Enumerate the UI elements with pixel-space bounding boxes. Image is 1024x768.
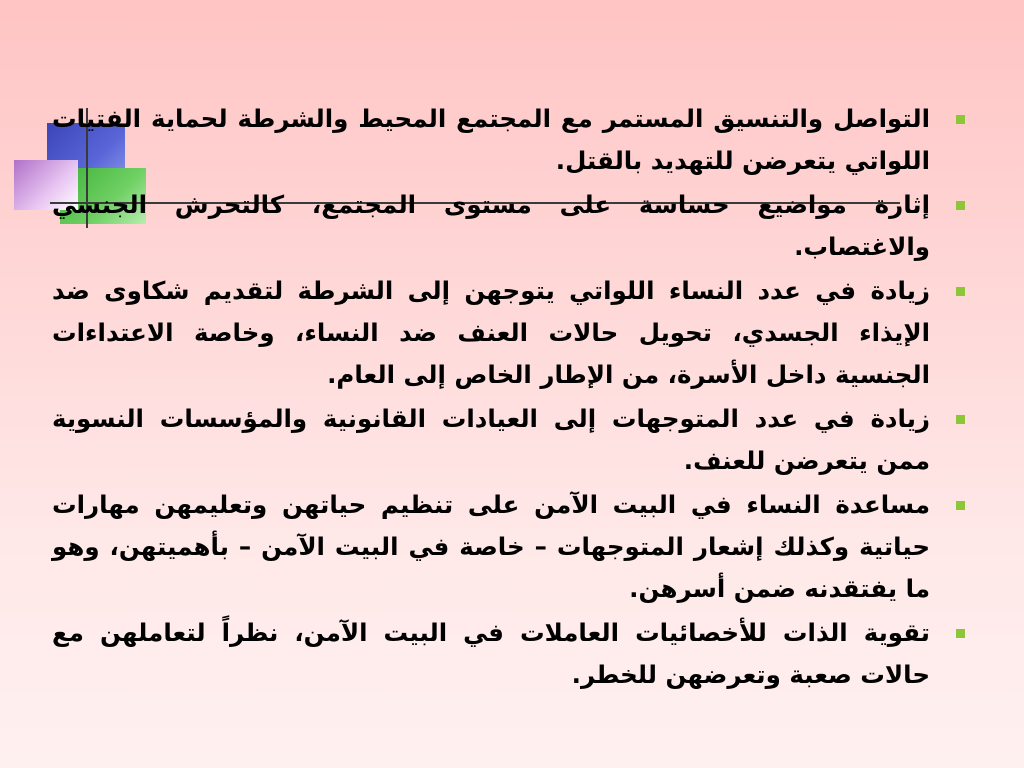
list-item-text: إثارة مواضيع حساسة على مستوى المجتمع، كالتحرش الجنسي والاغتصاب. bbox=[52, 190, 930, 261]
list-item-text: زيادة في عدد المتوجهات إلى العيادات القانونية والمؤسسات النسوية ممن يتعرضن للعنف. bbox=[52, 404, 930, 475]
bullet-list bbox=[52, 98, 970, 696]
list-item bbox=[52, 270, 970, 396]
bullet-square-icon bbox=[956, 287, 965, 296]
bullet-square-icon bbox=[956, 629, 965, 638]
list-item bbox=[52, 398, 970, 482]
list-item-text: مساعدة النساء في البيت الآمن على تنظيم حياتهن وتعليمهن مهارات حياتية وكذلك إشعار المتوجهات – خاصة في البيت الآمن – بأهميتهن، وهو ما يفتقدنه ضمن أسرهن. bbox=[52, 490, 930, 603]
list-item bbox=[52, 98, 970, 182]
list-item-text: التواصل والتنسيق المستمر مع المجتمع المحيط والشرطة لحماية الفتيات اللواتي يتعرضن للتهديد بالقتل. bbox=[52, 104, 930, 175]
bullet-square-icon bbox=[956, 501, 965, 510]
list-item-text: تقوية الذات للأخصائيات العاملات في البيت الآمن، نظراً لتعاملهن مع حالات صعبة وتعرضهن للخطر. bbox=[52, 618, 930, 689]
list-item-text: زيادة في عدد النساء اللواتي يتوجهن إلى الشرطة لتقديم شكاوى ضد الإيذاء الجسدي، تحويل حالات العنف ضد النساء، وخاصة الاعتداءات الجنسية داخل الأسرة، من الإطار الخاص إلى العام. bbox=[52, 276, 930, 389]
slide-content bbox=[52, 98, 970, 698]
list-item bbox=[52, 184, 970, 268]
list-item bbox=[52, 484, 970, 610]
list-item bbox=[52, 612, 970, 696]
bullet-square-icon bbox=[956, 201, 965, 210]
bullet-square-icon bbox=[956, 115, 965, 124]
bullet-square-icon bbox=[956, 415, 965, 424]
